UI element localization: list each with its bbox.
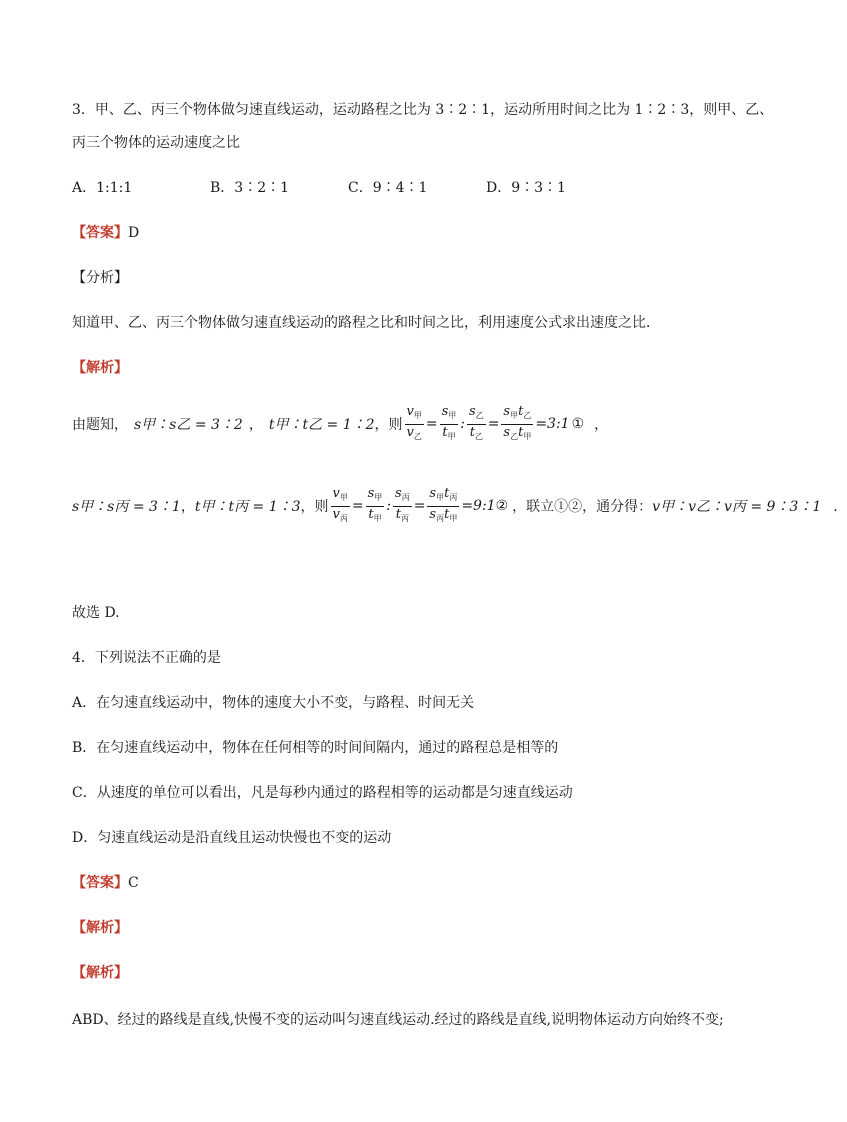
- answer-value: C: [128, 875, 139, 891]
- eq2-final: v甲∶v乙∶v丙 = 9∶3∶1: [652, 499, 822, 515]
- q3-option-a: A．1:1:1: [72, 180, 133, 196]
- eq1-frac-s2: $\frac{s_乙}{t_乙}$: [469, 403, 484, 441]
- eq1-frac-combined: $\frac{s_甲t_乙}{s_乙t_甲}$: [503, 403, 532, 441]
- q3-option-c: C．9∶4∶1: [348, 180, 428, 196]
- q3-analysis-text: 知道甲、乙、丙三个物体做匀速直线运动的路程之比和时间之比，利用速度公式求出速度之比．: [72, 315, 660, 331]
- q3-option-b: B．3∶2∶1: [210, 180, 290, 196]
- q4-solution-tag-1: 【解析】: [72, 920, 128, 936]
- q4-option-a: A．在匀速直线运动中，物体的速度大小不变，与路程、时间无关: [72, 695, 475, 711]
- eq2-frac-combined: $\frac{s_甲t_丙}{s_丙t_甲}$: [429, 485, 458, 523]
- eq2-ratio-s: s甲∶s丙 = 3∶1: [72, 499, 181, 515]
- eq2-join: ，联立①②，通分得：: [512, 499, 653, 515]
- q3-options: [72, 178, 566, 198]
- answer-value: D: [128, 225, 140, 241]
- q3-conclusion: 故选 D.: [72, 605, 120, 621]
- eq2-ratio-t: t甲∶t丙 = 1∶3: [194, 499, 301, 515]
- q3-equation-2: s甲∶s丙 = 3∶1 ， t甲∶t丙 = 1∶3 ，则 $\frac{v_甲}{v_丙}$ = $\frac{s_甲}{t_甲}$ : $\frac{s_丙}{t_丙}$ = $\frac{s_甲t_丙}{s_丙t_甲}$ =9:1 ② ，联立①②，通分得： v甲∶v乙∶v丙 = 9∶3∶1 ．: [72, 486, 847, 526]
- eq2-frac-v: $\frac{v_甲}{v_丙}$: [332, 485, 348, 523]
- q4-answer: [72, 873, 139, 893]
- eq1-circle: ①: [571, 416, 585, 432]
- q3-equation-1: 由题知， s甲∶s乙 = 3∶2 ， t甲∶t乙 = 1∶2 ，则 $\frac{v_甲}{v_乙}$ = $\frac{s_甲}{t_甲}$ : $\frac{s_乙}{t_乙}$ = $\frac{s_甲t_乙}{s_乙t_甲}$ =3:1 ① ，: [72, 404, 608, 444]
- q4-solution-text: ABD、经过的路线是直线,快慢不变的运动叫匀速直线运动.经过的路线是直线,说明物体运动方向始终不变;: [72, 1012, 724, 1028]
- eq1-frac-s1: $\frac{s_甲}{t_甲}$: [441, 403, 457, 441]
- eq1-then: ，则: [374, 417, 403, 433]
- answer-tag: 【答案】: [72, 225, 128, 241]
- q4-stem: 4．下列说法不正确的是: [72, 650, 221, 666]
- q3-analysis-tag: 【分析】: [72, 270, 128, 286]
- eq2-frac-s2: $\frac{s_丙}{t_丙}$: [395, 485, 410, 523]
- eq2-circle: ②: [495, 498, 509, 514]
- q4-option-c: C．从速度的单位可以看出，凡是每秒内通过的路程相等的运动都是匀速直线运动: [72, 785, 573, 801]
- eq2-frac-s1: $\frac{s_甲}{t_甲}$: [367, 485, 383, 523]
- eq1-frac-v: $\frac{v_甲}{v_乙}$: [406, 403, 422, 441]
- eq2-result: =9:1: [461, 498, 496, 514]
- eq1-result: =3:1: [535, 416, 570, 432]
- q4-option-b: B．在匀速直线运动中，物体在任何相等的时间间隔内，通过的路程总是相等的: [72, 740, 559, 756]
- q4-option-d: D．匀速直线运动是沿直线且运动快慢也不变的运动: [72, 830, 392, 846]
- q4-solution-tag-2: 【解析】: [72, 965, 128, 981]
- eq2-then: ，则: [300, 499, 329, 515]
- eq2-tail: ．: [833, 499, 847, 515]
- q3-solution-tag: 【解析】: [72, 360, 128, 376]
- eq1-ratio-t: t甲∶t乙 = 1∶2: [268, 417, 375, 433]
- q3-answer: [72, 223, 139, 243]
- eq1-lead: 由题知，: [72, 417, 128, 433]
- q3-stem-line1: 3．甲、乙、丙三个物体做匀速直线运动，运动路程之比为 3∶2∶1，运动所用时间之比为 1∶2∶3，则甲、乙、: [72, 102, 774, 118]
- eq1-ratio-s: s甲∶s乙 = 3∶2: [134, 417, 243, 433]
- eq1-tail: ，: [594, 417, 609, 433]
- q3-option-d: D．9∶3∶1: [486, 180, 566, 196]
- answer-tag: 【答案】: [72, 875, 128, 891]
- q3-stem-line2: 丙三个物体的运动速度之比: [72, 135, 240, 151]
